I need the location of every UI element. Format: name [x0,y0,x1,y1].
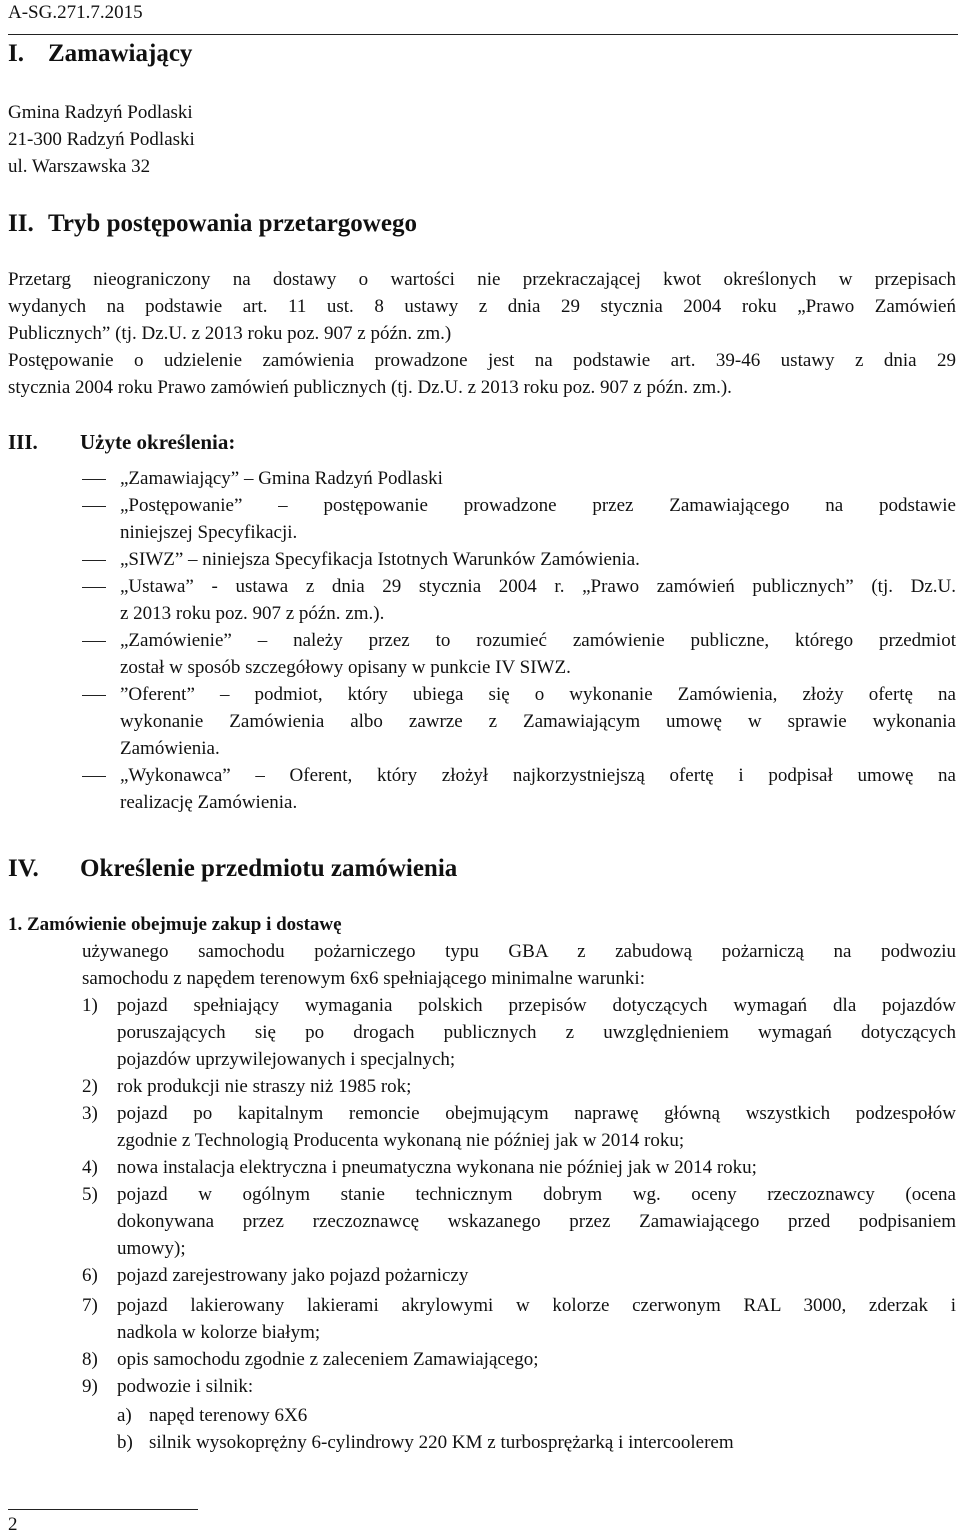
section-3-number: III. [8,430,38,454]
item-3-line-2: zgodnie z Technologią Producenta wykonaną nie później jak w 2014 roku; [117,1130,685,1151]
definition-dash [82,506,106,507]
definition-zamowienie-cont: został w sposób szczegółowy opisany w punkcie IV SIWZ. [120,657,571,678]
document-code: A-SG.271.7.2015 [8,2,143,23]
section-3-title: Użyte określenia: [80,430,236,454]
definition-ustawa: „Ustawa” - ustawa z dnia 29 stycznia 2004 r. „Prawo zamówień publicznych” (tj. Dz.U. [120,576,956,597]
definition-dash [82,776,106,777]
definition-dash [82,560,106,561]
section-2-line-2: wydanych na podstawie art. 11 ust. 8 ustawy z dnia 29 stycznia 2004 roku „Prawo Zamówień [8,296,956,317]
item-number: 5) [82,1184,98,1205]
item-2-line-1: rok produkcji nie straszy niż 1985 rok; [117,1076,412,1097]
section-2-number: II. [8,210,34,237]
address-line-1: Gmina Radzyń Podlaski [8,102,193,123]
item-8-line-1: opis samochodu zgodnie z zaleceniem Zamawiającego; [117,1349,539,1370]
subitem-a-text: napęd terenowy 6X6 [149,1405,308,1426]
subitem-letter: b) [117,1432,133,1453]
definition-wykonawca: „Wykonawca” – Oferent, który złożył najkorzystniejszą ofertę i podpisał umowę na [120,765,956,786]
section-4-heading [8,855,457,883]
item-1-line-2: poruszających się po drogach publicznych z uwzględnieniem wymagań dotyczących [117,1022,956,1043]
item-6-line-1: pojazd zarejestrowany jako pojazd pożarniczy [117,1265,469,1286]
section-2-line-5: stycznia 2004 roku Prawo zamówień publicznych (tj. Dz.U. z 2013 roku poz. 907 z późn. zm.). [8,377,732,398]
item-1-line-1: pojazd spełniający wymagania polskich przepisów dotyczących wymagań dla pojazdów [117,995,956,1016]
definition-dash [82,479,106,480]
definition-postepowanie: „Postępowanie” – postępowanie prowadzone przez Zamawiającego na podstawie [120,495,956,516]
definition-dash [82,695,106,696]
subitem-letter: a) [117,1405,132,1426]
definition-zamowienie: „Zamówienie” – należy przez to rozumieć zamówienie publiczne, którego przedmiot [120,630,956,651]
page-number: 2 [8,1514,18,1535]
footer-rule [8,1509,198,1510]
address-line-2: 21-300 Radzyń Podlaski [8,129,195,150]
item-number: 6) [82,1265,98,1286]
definition-oferent: ”Oferent” – podmiot, który ubiega się o wykonanie Zamówienia, złoży ofertę na [120,684,956,705]
item-number: 1) [82,995,98,1016]
header-rule [8,34,958,35]
definition-oferent-cont-1: wykonanie Zamówienia albo zawrze z Zamawiającym umowę w sprawie wykonania [120,711,956,732]
section-2-title: Tryb postępowania przetargowego [48,210,417,237]
item-number: 4) [82,1157,98,1178]
order-intro-line-1: używanego samochodu pożarniczego typu GBA z zabudową pożarniczą na podwoziu [82,941,956,962]
item-number: 9) [82,1376,98,1397]
section-1-title: Zamawiający [48,40,193,67]
section-1-number: I. [8,40,24,67]
definition-zamawiajacy: „Zamawiający” – Gmina Radzyń Podlaski [120,468,443,489]
section-2-line-1: Przetarg nieograniczony na dostawy o wartości nie przekraczającej kwot określonych w przepisach [8,269,956,290]
section-4-title: Określenie przedmiotu zamówienia [80,855,458,882]
definition-postepowanie-cont: niniejszej Specyfikacji. [120,522,298,543]
section-4-number: IV. [8,855,39,882]
item-4-line-1: nowa instalacja elektryczna i pneumatyczna wykonana nie później jak w 2014 roku; [117,1157,757,1178]
item-9-line-1: podwozie i silnik: [117,1376,254,1397]
order-intro-heading: 1. Zamówienie obejmuje zakup i dostawę [8,914,342,935]
definition-wykonawca-cont: realizację Zamówienia. [120,792,298,813]
item-number: 3) [82,1103,98,1124]
item-number: 8) [82,1349,98,1370]
definition-oferent-cont-2: Zamówienia. [120,738,220,759]
section-2-heading [8,210,417,238]
subitem-b-text: silnik wysokoprężny 6-cylindrowy 220 KM z turbosprężarką i intercoolerem [149,1432,734,1453]
item-1-line-3: pojazdów uprzywilejowanych i specjalnych; [117,1049,456,1070]
item-5-line-2: dokonywana przez rzeczoznawcę wskazanego przez Zamawiającego przed podpisaniem [117,1211,956,1232]
order-intro-line-2: samochodu z napędem terenowym 6x6 spełniającego minimalne warunki: [82,968,645,989]
section-2-line-4: Postępowanie o udzielenie zamówienia prowadzone jest na podstawie art. 39-46 ustawy z dnia 29 [8,350,956,371]
section-2-line-3: Publicznych” (tj. Dz.U. z 2013 roku poz. 907 z późn. zm.) [8,323,452,344]
address-line-3: ul. Warszawska 32 [8,156,151,177]
item-7-line-1: pojazd lakierowany lakierami akrylowymi w kolorze czerwonym RAL 3000, zderzak i [117,1295,956,1316]
item-5-line-1: pojazd w ogólnym stanie technicznym dobrym wg. oceny rzeczoznawcy (ocena [117,1184,956,1205]
section-3-heading [8,430,235,455]
definition-dash [82,587,106,588]
section-1-heading [8,40,192,68]
item-7-line-2: nadkola w kolorze białym; [117,1322,321,1343]
item-number: 7) [82,1295,98,1316]
item-5-line-3: umowy); [117,1238,186,1259]
item-3-line-1: pojazd po kapitalnym remoncie obejmującym naprawę główną wszystkich podzespołów [117,1103,956,1124]
definition-ustawa-cont: z 2013 roku poz. 907 z późn. zm.). [120,603,385,624]
definition-siwz: „SIWZ” – niniejsza Specyfikacja Istotnych Warunków Zamówienia. [120,549,640,570]
item-number: 2) [82,1076,98,1097]
definition-dash [82,641,106,642]
